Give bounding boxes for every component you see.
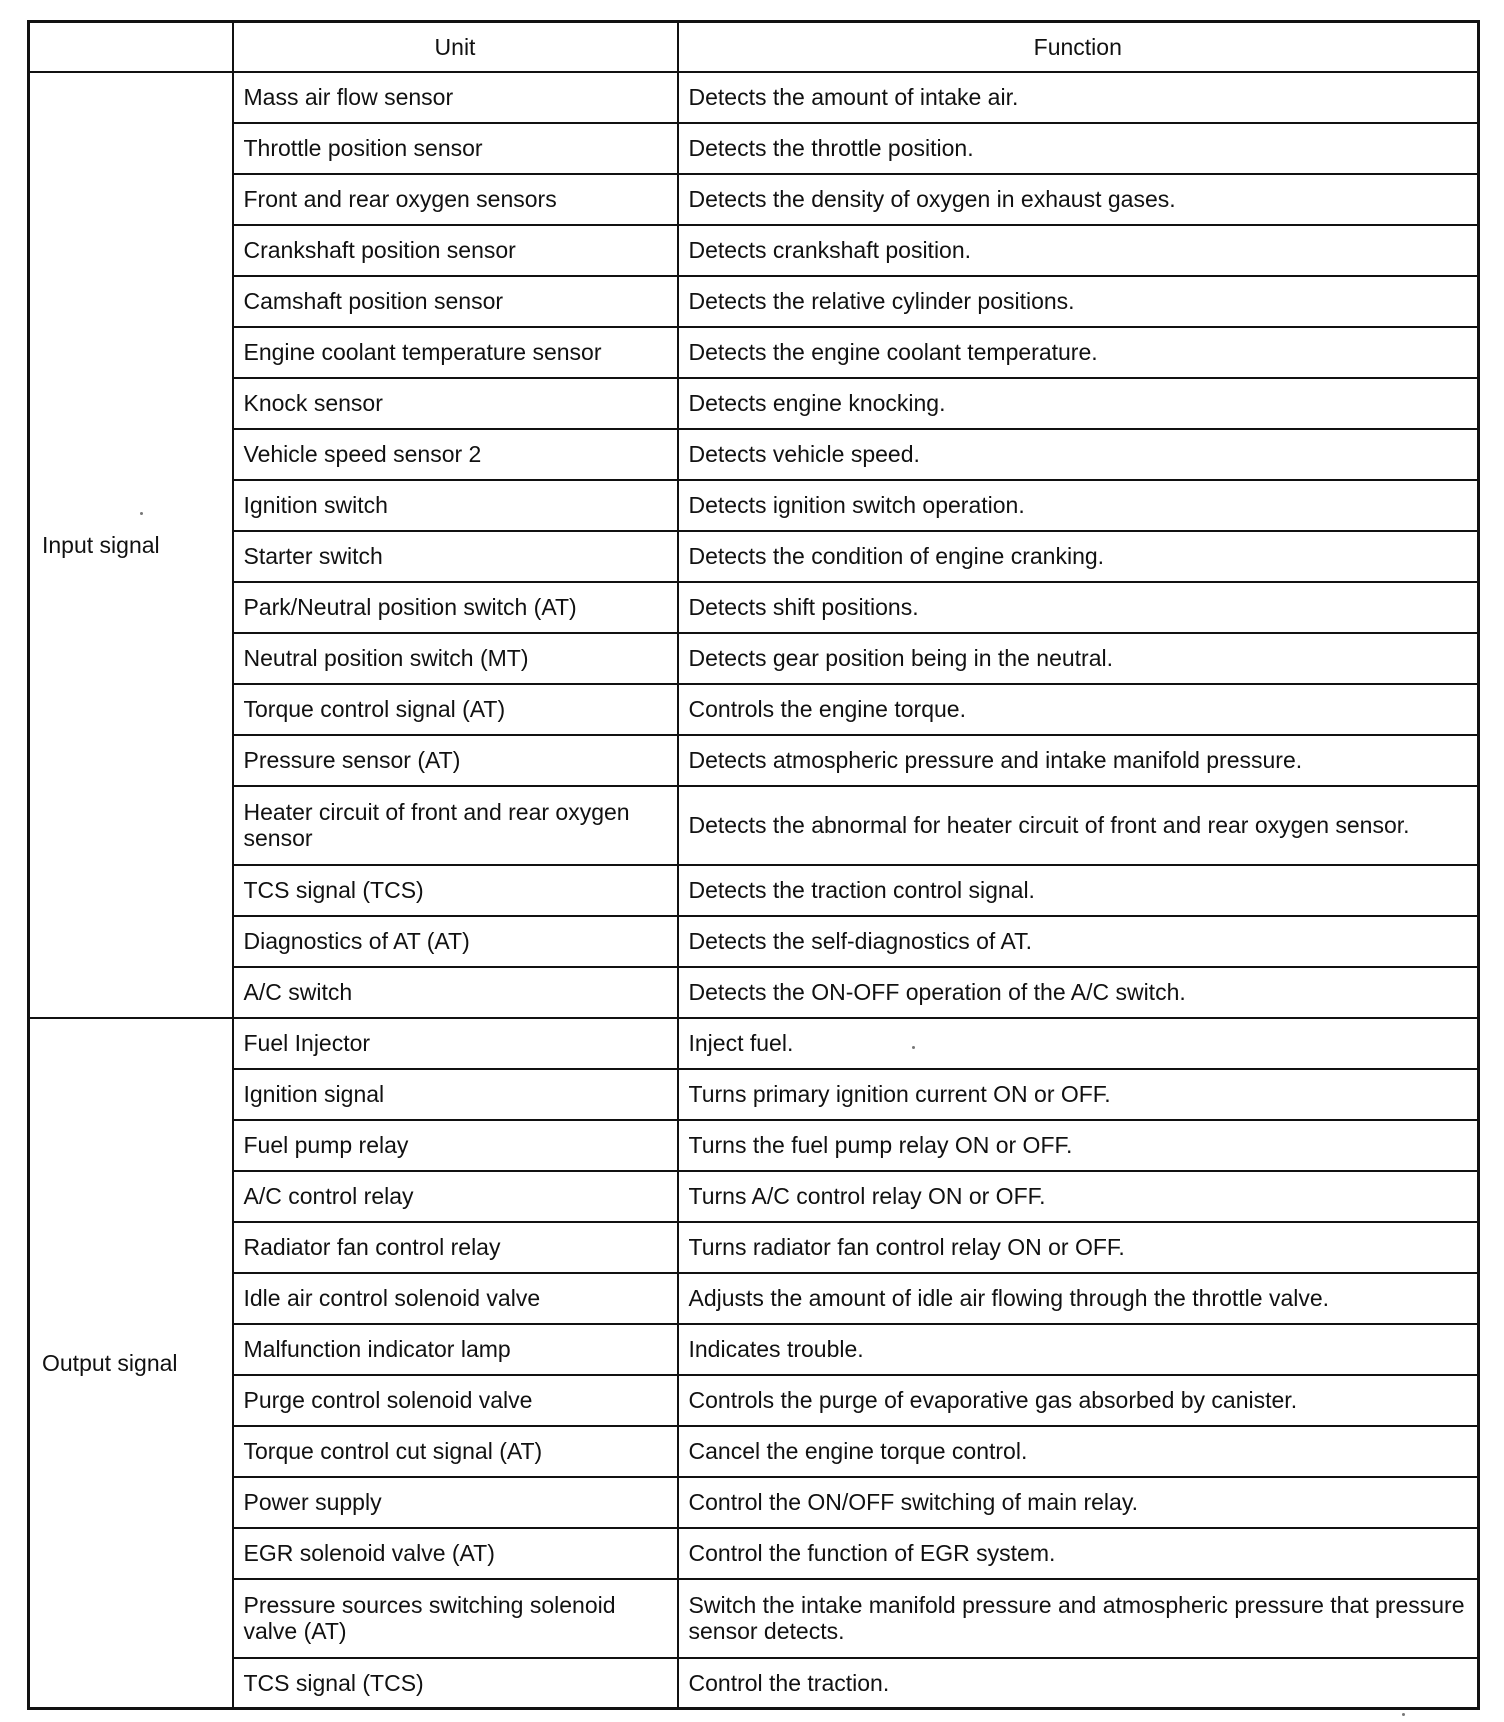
unit-cell: A/C switch xyxy=(233,967,678,1018)
unit-cell: Torque control cut signal (AT) xyxy=(233,1426,678,1477)
function-cell: Adjusts the amount of idle air flowing through the throttle valve. xyxy=(678,1273,1479,1324)
function-cell: Turns radiator fan control relay ON or OFF. xyxy=(678,1222,1479,1273)
table-row xyxy=(29,1273,1479,1324)
unit-cell: Fuel Injector xyxy=(233,1018,678,1069)
unit-cell: A/C control relay xyxy=(233,1171,678,1222)
function-cell: Indicates trouble. xyxy=(678,1324,1479,1375)
table-row xyxy=(29,1658,1479,1709)
unit-cell: Starter switch xyxy=(233,531,678,582)
table-row xyxy=(29,582,1479,633)
unit-cell: Pressure sensor (AT) xyxy=(233,735,678,786)
table-row xyxy=(29,378,1479,429)
function-cell: Turns the fuel pump relay ON or OFF. xyxy=(678,1120,1479,1171)
function-cell: Detects crankshaft position. xyxy=(678,225,1479,276)
table-row xyxy=(29,1222,1479,1273)
function-column-header: Function xyxy=(678,22,1479,72)
function-cell: Detects the relative cylinder positions. xyxy=(678,276,1479,327)
function-cell: Control the function of EGR system. xyxy=(678,1528,1479,1579)
function-cell: Turns primary ignition current ON or OFF. xyxy=(678,1069,1479,1120)
unit-cell: Front and rear oxygen sensors xyxy=(233,174,678,225)
unit-cell: TCS signal (TCS) xyxy=(233,865,678,916)
unit-function-table xyxy=(27,20,1480,1710)
table-row xyxy=(29,276,1479,327)
scan-speck xyxy=(1402,1713,1405,1716)
unit-cell: Crankshaft position sensor xyxy=(233,225,678,276)
unit-cell: Torque control signal (AT) xyxy=(233,684,678,735)
unit-cell: Ignition switch xyxy=(233,480,678,531)
table-row xyxy=(29,633,1479,684)
table-row xyxy=(29,1018,1479,1069)
group-column-header xyxy=(29,22,233,72)
table-row xyxy=(29,1324,1479,1375)
function-cell: Control the ON/OFF switching of main relay. xyxy=(678,1477,1479,1528)
table-row xyxy=(29,786,1479,865)
table-row xyxy=(29,1120,1479,1171)
scan-speck xyxy=(912,1046,915,1049)
scan-speck xyxy=(140,512,143,515)
unit-cell: Camshaft position sensor xyxy=(233,276,678,327)
unit-cell: Vehicle speed sensor 2 xyxy=(233,429,678,480)
group-label-output-signal: Output signal xyxy=(29,1018,233,1709)
unit-cell: Neutral position switch (MT) xyxy=(233,633,678,684)
function-cell: Detects ignition switch operation. xyxy=(678,480,1479,531)
table-row xyxy=(29,531,1479,582)
function-cell: Cancel the engine torque control. xyxy=(678,1426,1479,1477)
function-cell: Control the traction. xyxy=(678,1658,1479,1709)
group-label-input-signal: Input signal xyxy=(29,72,233,1018)
unit-cell: Pressure sources switching solenoid valve (AT) xyxy=(233,1579,678,1658)
function-cell: Detects shift positions. xyxy=(678,582,1479,633)
function-cell: Detects gear position being in the neutral. xyxy=(678,633,1479,684)
unit-cell: Engine coolant temperature sensor xyxy=(233,327,678,378)
unit-column-header: Unit xyxy=(233,22,678,72)
unit-cell: Mass air flow sensor xyxy=(233,72,678,123)
unit-cell: Ignition signal xyxy=(233,1069,678,1120)
table-row xyxy=(29,225,1479,276)
table-row xyxy=(29,684,1479,735)
table-row xyxy=(29,123,1479,174)
function-cell: Detects vehicle speed. xyxy=(678,429,1479,480)
function-cell: Turns A/C control relay ON or OFF. xyxy=(678,1171,1479,1222)
unit-cell: Fuel pump relay xyxy=(233,1120,678,1171)
unit-cell: Park/Neutral position switch (AT) xyxy=(233,582,678,633)
function-cell: Detects atmospheric pressure and intake manifold pressure. xyxy=(678,735,1479,786)
unit-cell: EGR solenoid valve (AT) xyxy=(233,1528,678,1579)
table-row xyxy=(29,1579,1479,1658)
function-cell: Detects engine knocking. xyxy=(678,378,1479,429)
table-row xyxy=(29,327,1479,378)
unit-cell: Heater circuit of front and rear oxygen sensor xyxy=(233,786,678,865)
table-row xyxy=(29,1426,1479,1477)
function-cell: Switch the intake manifold pressure and atmospheric pressure that pressure sensor detects. xyxy=(678,1579,1479,1658)
table-row xyxy=(29,1375,1479,1426)
function-cell: Detects the traction control signal. xyxy=(678,865,1479,916)
function-cell: Detects the self-diagnostics of AT. xyxy=(678,916,1479,967)
unit-cell: Knock sensor xyxy=(233,378,678,429)
table-row xyxy=(29,735,1479,786)
table-row xyxy=(29,72,1479,123)
function-cell: Inject fuel. xyxy=(678,1018,1479,1069)
table-row xyxy=(29,1528,1479,1579)
unit-cell: Purge control solenoid valve xyxy=(233,1375,678,1426)
table-row xyxy=(29,967,1479,1018)
table-row xyxy=(29,1477,1479,1528)
unit-cell: Power supply xyxy=(233,1477,678,1528)
function-cell: Detects the condition of engine cranking. xyxy=(678,531,1479,582)
table-row xyxy=(29,1171,1479,1222)
table-row xyxy=(29,865,1479,916)
function-cell: Controls the engine torque. xyxy=(678,684,1479,735)
table-row xyxy=(29,916,1479,967)
unit-cell: TCS signal (TCS) xyxy=(233,1658,678,1709)
table-row xyxy=(29,1069,1479,1120)
function-cell: Detects the amount of intake air. xyxy=(678,72,1479,123)
unit-cell: Radiator fan control relay xyxy=(233,1222,678,1273)
table-row xyxy=(29,480,1479,531)
function-cell: Detects the ON-OFF operation of the A/C switch. xyxy=(678,967,1479,1018)
table-row xyxy=(29,174,1479,225)
function-cell: Detects the abnormal for heater circuit of front and rear oxygen sensor. xyxy=(678,786,1479,865)
unit-cell: Diagnostics of AT (AT) xyxy=(233,916,678,967)
unit-cell: Idle air control solenoid valve xyxy=(233,1273,678,1324)
unit-cell: Malfunction indicator lamp xyxy=(233,1324,678,1375)
function-cell: Detects the throttle position. xyxy=(678,123,1479,174)
function-cell: Detects the engine coolant temperature. xyxy=(678,327,1479,378)
header-row xyxy=(29,22,1479,72)
table-row xyxy=(29,429,1479,480)
unit-cell: Throttle position sensor xyxy=(233,123,678,174)
function-cell: Controls the purge of evaporative gas absorbed by canister. xyxy=(678,1375,1479,1426)
function-cell: Detects the density of oxygen in exhaust gases. xyxy=(678,174,1479,225)
